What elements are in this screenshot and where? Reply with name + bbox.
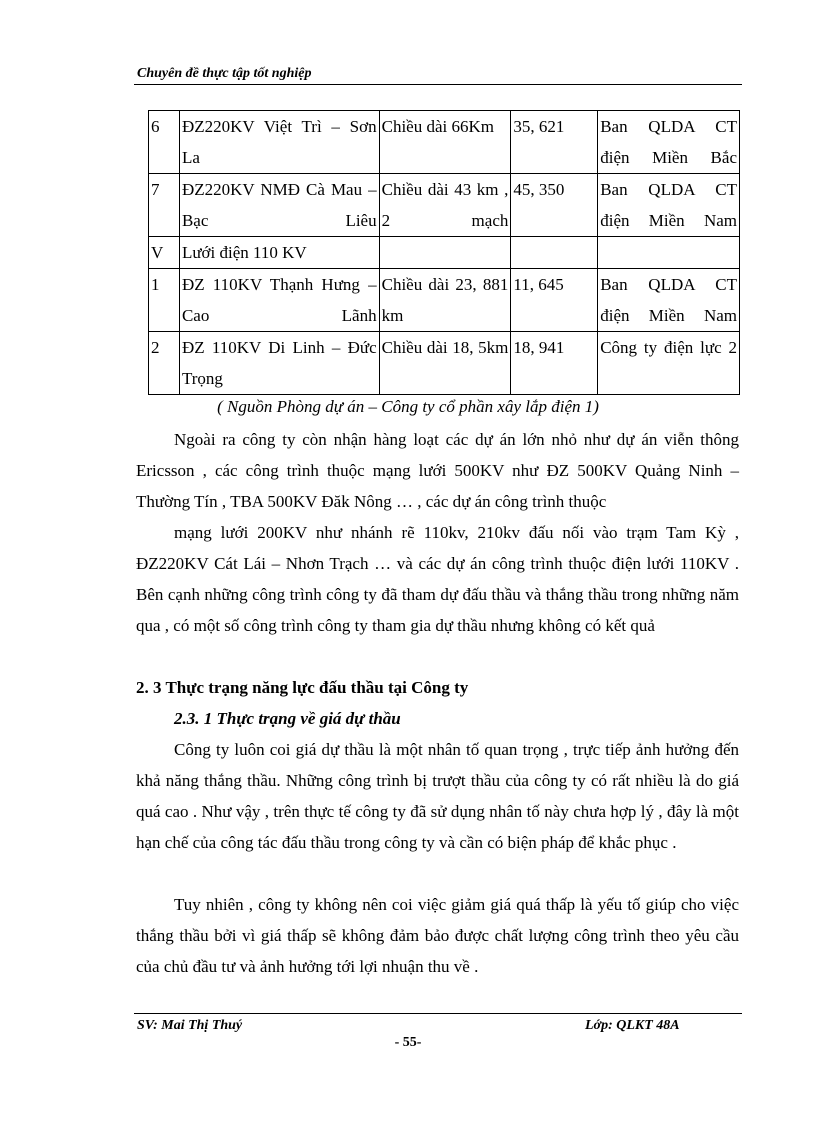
table-source-caption: ( Nguồn Phòng dự án – Công ty cổ phần xây lắp điện 1) xyxy=(217,397,599,416)
table-row xyxy=(149,332,740,395)
cell-value xyxy=(511,237,598,269)
body-text-1 xyxy=(136,424,739,517)
body-text-2 xyxy=(136,517,739,641)
header-title: Chuyên đề thực tập tốt nghiệp xyxy=(137,66,312,81)
cell-value: 35, 621 xyxy=(511,111,598,174)
cell-stt: 1 xyxy=(149,269,180,332)
cell-owner: Công ty điện lực 2 xyxy=(598,332,740,395)
cell-length: Chiều dài 43 km , 2 mạch xyxy=(379,174,511,237)
body-text-3 xyxy=(136,734,739,858)
table-row xyxy=(149,269,740,332)
footer-rule xyxy=(134,1013,742,1014)
cell-stt: 7 xyxy=(149,174,180,237)
cell-length: Chiều dài 23, 881 km xyxy=(379,269,511,332)
section-heading-wrap xyxy=(136,672,739,734)
cell-stt: 6 xyxy=(149,111,180,174)
cell-owner: Ban QLDA CT điện Miền Bắc xyxy=(598,111,740,174)
page-number: - 55- xyxy=(394,1035,422,1050)
paragraph: Tuy nhiên , công ty không nên coi việc giảm giá quá thấp là yếu tố giúp cho việc thắng thầu bởi vì giá thấp sẽ không đảm bảo được chất lượng công trình theo yêu cầu của chủ đầu tư và ảnh hưởng tới lợi nhuận thu về . xyxy=(136,895,739,976)
cell-stt: V xyxy=(149,237,180,269)
body-text-4 xyxy=(136,889,739,982)
cell-length xyxy=(379,237,511,269)
cell-length: Chiều dài 66Km xyxy=(379,111,511,174)
cell-owner: Ban QLDA CT điện Miền Nam xyxy=(598,174,740,237)
footer-class: Lớp: QLKT 48A xyxy=(585,1018,680,1033)
paragraph: Công ty luôn coi giá dự thầu là một nhân tố quan trọng , trực tiếp ảnh hưởng đến khả năng thắng thầu. Những công trình bị trượt thầu của công ty có rất nhiều là do giá quá cao . Như vậy , trên thực tế công ty đã sử dụng nhân tố này chưa hợp lý , đây là một hạn chế của công tác đấu thầu trong công ty và cần có biện pháp để khắc phục . xyxy=(136,740,739,852)
cell-name: Lưới điện 110 KV xyxy=(179,237,379,269)
paragraph: mạng lưới 200KV như nhánh rẽ 110kv, 210kv đấu nối vào trạm Tam Kỳ , ĐZ220KV Cát Lái – Nhơn Trạch … và các dự án công trình thuộc điện lưới 110KV . Bên cạnh những công trình công ty đã tham dự đấu thầu và thắng thầu trong những năm qua , có một số công trình công ty tham gia dự thầu nhưng không có kết quả xyxy=(136,523,739,635)
cell-owner: Ban QLDA CT điện Miền Nam xyxy=(598,269,740,332)
cell-stt: 2 xyxy=(149,332,180,395)
table-row xyxy=(149,111,740,174)
table-row xyxy=(149,174,740,237)
cell-name: ĐZ220KV Việt Trì – Sơn La xyxy=(179,111,379,174)
project-table xyxy=(148,110,740,395)
footer-student: SV: Mai Thị Thuý xyxy=(137,1018,243,1033)
cell-value: 11, 645 xyxy=(511,269,598,332)
cell-owner xyxy=(598,237,740,269)
table-row xyxy=(149,237,740,269)
cell-value: 45, 350 xyxy=(511,174,598,237)
paragraph: Ngoài ra công ty còn nhận hàng loạt các dự án lớn nhỏ như dự án viễn thông Ericsson , các công trình thuộc mạng lưới 500KV như ĐZ 500KV Quảng Ninh – Thường Tín , TBA 500KV Đăk Nông … , các dự án công trình thuộc xyxy=(136,430,739,511)
cell-length: Chiều dài 18, 5km xyxy=(379,332,511,395)
cell-name: ĐZ 110KV Di Linh – Đức Trọng xyxy=(179,332,379,395)
subsection-heading: 2.3. 1 Thực trạng về giá dự thầu xyxy=(174,709,401,728)
cell-value: 18, 941 xyxy=(511,332,598,395)
cell-name: ĐZ220KV NMĐ Cà Mau – Bạc Liêu xyxy=(179,174,379,237)
header-rule xyxy=(134,84,742,85)
cell-name: ĐZ 110KV Thạnh Hưng – Cao Lãnh xyxy=(179,269,379,332)
section-heading: 2. 3 Thực trạng năng lực đấu thầu tại Công ty xyxy=(136,678,469,697)
